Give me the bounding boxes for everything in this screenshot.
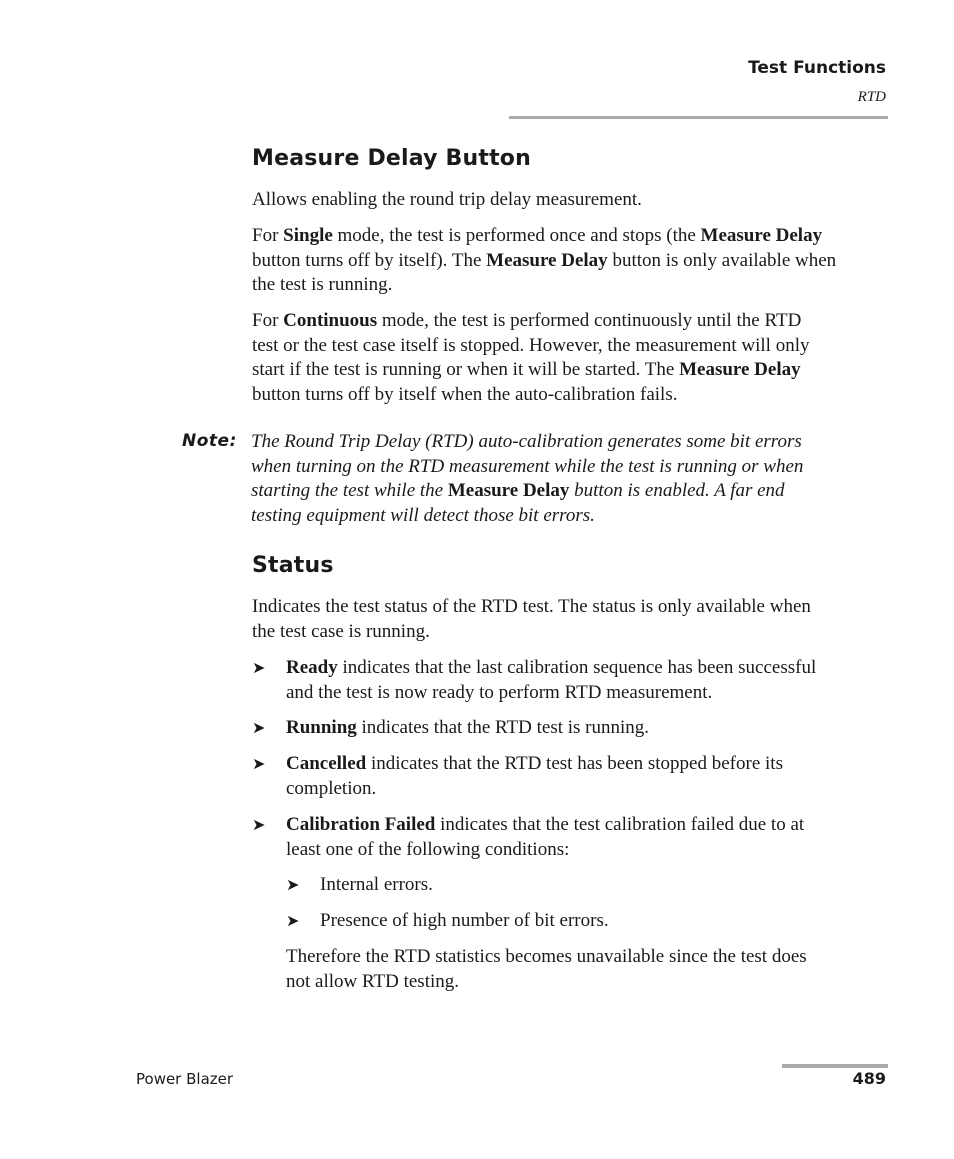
section-heading-status: Status <box>252 553 334 578</box>
arrow-bullet-icon: ➤ <box>252 817 266 834</box>
section-heading-measure-delay: Measure Delay Button <box>252 146 531 171</box>
header-rule <box>509 116 888 119</box>
sub-list-item-internal-errors: Internal errors. <box>320 874 433 895</box>
paragraph-continuous-mode: For Continuous mode, the test is performed continuously until the RTD test or the test case itself is stopped. However, the measurement will only start if the test is running or when it will be started. The Measure Delay button turns off by itself when the auto-calibration fails. <box>252 310 810 405</box>
arrow-bullet-icon: ➤ <box>252 720 266 737</box>
sub-list-item-bit-errors: Presence of high number of bit errors. <box>320 910 609 931</box>
running-header-subtitle: RTD <box>857 89 886 105</box>
arrow-bullet-icon: ➤ <box>286 913 300 930</box>
arrow-bullet-icon: ➤ <box>252 756 266 773</box>
note-label: Note: <box>182 431 237 451</box>
list-item-cancelled: Cancelled indicates that the RTD test has been stopped before its completion. <box>286 753 783 799</box>
list-item-running: Running indicates that the RTD test is running. <box>286 717 650 738</box>
footer-product-name: Power Blazer <box>136 1070 234 1088</box>
footer-rule <box>782 1064 888 1068</box>
footer-page-number: 489 <box>852 1069 886 1088</box>
list-item-calibration-failed: Calibration Failed indicates that the test calibration failed due to at least one of the following conditions: <box>286 814 805 860</box>
running-header-title: Test Functions <box>748 58 886 78</box>
note-text: The Round Trip Delay (RTD) auto-calibration generates some bit errors when turning on the RTD measurement while the test is running or when starting the test while the Measure Delay button is enabled. A far end testing equipment will detect those bit errors. <box>251 431 804 526</box>
paragraph-status-intro: Indicates the test status of the RTD test. The status is only available when the test case is running. <box>252 596 811 642</box>
paragraph-closing: Therefore the RTD statistics becomes unavailable since the test does not allow RTD testing. <box>286 946 807 992</box>
arrow-bullet-icon: ➤ <box>286 877 300 894</box>
list-item-ready: Ready indicates that the last calibration sequence has been successful and the test is now ready to perform RTD measurement. <box>286 657 817 703</box>
arrow-bullet-icon: ➤ <box>252 660 266 677</box>
paragraph-single-mode: For Single mode, the test is performed once and stops (the Measure Delay button turns off by itself). The Measure Delay button is only available when the test is running. <box>252 225 837 296</box>
paragraph-intro: Allows enabling the round trip delay measurement. <box>252 189 642 210</box>
